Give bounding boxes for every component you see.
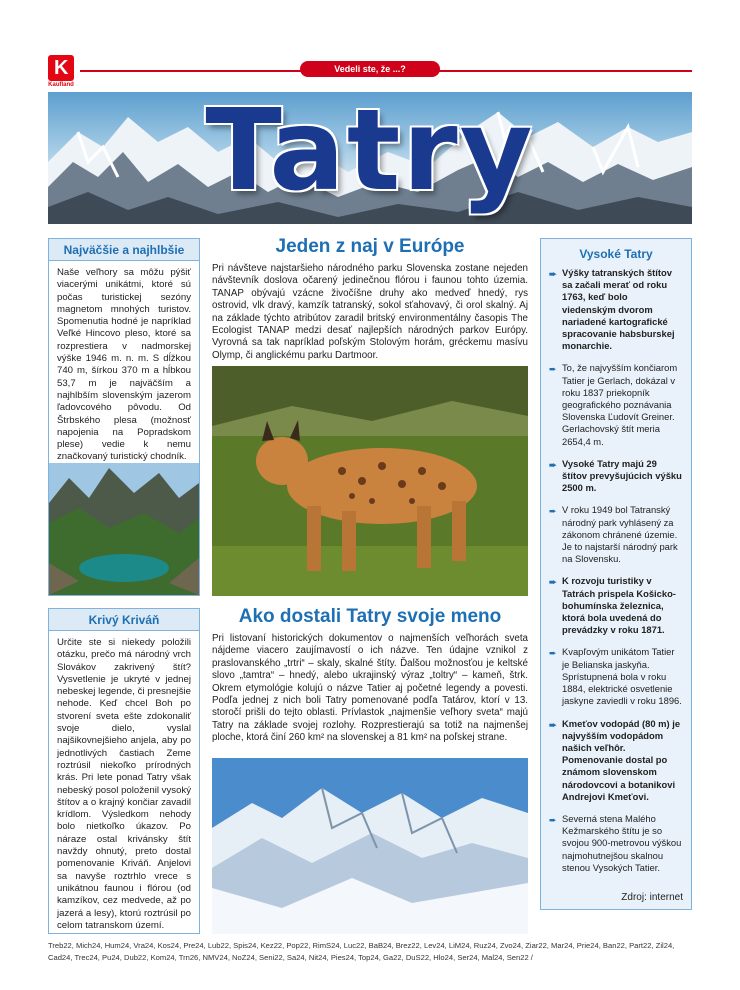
facts-list <box>541 265 691 874</box>
title-banner <box>48 92 692 224</box>
section-heading-europe: Jeden z naj v Európe <box>275 236 465 257</box>
source-note: Zdroj: internet <box>621 892 683 903</box>
box-high-tatras-facts <box>540 238 692 910</box>
fact-item <box>549 504 683 565</box>
box-largest-deepest <box>48 238 200 596</box>
logo-mark <box>48 55 74 81</box>
arrow-bullet-icon: ➨ <box>549 719 557 730</box>
box-text: Naše veľhory sa môžu pýšiť viacerými unikátmi, ktoré sú počas turistickej sezóny magnetom mnohých turistov. Spomenutia hodné je napríklad Veľké Hincovo pleso, ktoré sa rozprestiera v nadmorskej výške 1946 m. n. m. S dĺžkou 740 m, šírkou 370 m a hĺbkou 53,7 m je najväčším a najhlbším slovenským jazerom ľadovcového pôvodu. Od Štrbského plesa (možnosť napojenia na Popradskom plese) vedie k nemu značkovaný turistický chodník. <box>57 267 191 463</box>
box-title: Najväčšie a najhlbšie <box>49 239 199 261</box>
fact-item <box>549 718 683 803</box>
fact-text: V roku 1949 bol Tatranský národný park vyhlásený za zákonom chránené územie. Je to najstarší národný park na Slovensku. <box>562 504 678 565</box>
lynx-photo <box>212 366 528 596</box>
section-heading-name-origin: Ako dostali Tatry svoje meno <box>238 606 502 627</box>
box-krivan <box>48 608 200 934</box>
section-text-name-origin: Pri listovaní historických dokumentov o najmenších veľhorách sveta nájdeme viacero zaujímavostí o ich názve. Ten údajne vznikol z praslovanského „trtri“ – skaly, skalné štíty. Ďalšou možnosťou je keltské slovo „tamtra“ – hnedý, alebo ukrajinský výraz „toltry“ – kameň, štrk. Okrem etymológie kolujú o názve Tatier aj početné legendy a povesti. Podľa jednej z nich boli Tatry pomenované podľa Tatárov, ktorí v 13. storočí prišli do tejto oblasti. Prívlastok „najmenšie veľhory sveta“ majú Tatry na základe svojej rozlohy. Rozprestierajú sa totiž na najmenšej ploche, ktorá činí 260 km² na slovenskej a 81 km² na poľskej strane. <box>212 633 528 744</box>
box-title: Vysoké Tatry <box>541 239 691 265</box>
snowy-peaks-photo <box>212 758 528 934</box>
arrow-bullet-icon: ➨ <box>549 506 557 517</box>
fact-text: Severná stena Malého Kežmarského štítu je so svojou 900-metrovou výškou najmohutnejšou skalnou stenou Vysokých Tatier. <box>562 812 682 873</box>
section-text-europe: Pri návšteve najstaršieho národného parku Slovenska zostane nejeden návštevník doslova očarený jedinečnou flórou i faunou tohto územia. TANAP obývajú vzácne živočíšne druhy ako medveď hnedý, rys ostrovid, vlk dravý, kamzík tatranský, sokol sťahovavý, či orol skalný. Aj na základe týchto atribútov zaradil britský environmentálny časopis The Ecologist TANAP medzi desať najlepších národných parkov Európy. Vyrovná sa tak napríklad poľským Stolovým horám, gréckemu masívu Olymp, či anglickému parku Dartmoor. <box>212 263 528 361</box>
box-text: Určite ste si niekedy položili otázku, prečo má národný vrch Slovákov zakrivený štít? Vysvetlenie je ukryté v jednej nebeskej legende, či presnejšie nehode. Keď chcel Boh po stvorení sveta ešte zdokonaliť svoje dielo, vyslal najšikovnejšieho anjela, aby po jednotlivých častiach Zeme roztrúsil niekoľko prírodných krás. Pri lete ponad Tatry však nebeský posol položenil vysoký štítov a o krajný končiar zavadil krídlom. Výsledkom nehody bolo nietkoľko úkazov. Po náraze ostal krivánsky štít navždy ohnutý, preto dostal pomenovanie Kriváň. Anjelovi sa navyše roztrhlo vrece s unikátnou faunou i flórou (od kamzíkov, cez medvede, až po jazerá a lesy), ktorú roztrúsil po celom tatranskom území. <box>57 637 191 931</box>
section-kicker: Vedeli ste, že ...? <box>300 61 440 77</box>
logo-text: Kaufland <box>48 82 74 88</box>
box-title: Krivý Kriváň <box>49 609 199 631</box>
fact-item <box>549 267 683 352</box>
arrow-bullet-icon: ➨ <box>549 269 557 279</box>
arrow-bullet-icon: ➨ <box>549 814 557 825</box>
fact-item <box>549 813 683 874</box>
page-title: Tatry <box>205 92 535 216</box>
fact-text: Kvapľovým unikátom Tatier je Belianska jaskyňa. Sprístupnená bola v roku 1884, elektrické osvetlenie jaskyne zaviedli v roku 1896. <box>562 646 682 707</box>
fact-text: Kmeťov vodopád (80 m) je najvyšším vodopádom našich veľhôr. Pomenovanie dostal po známom slovenskom národovcovi a botanikovi Andrejovi Kmeťovi. <box>562 717 681 802</box>
arrow-bullet-icon: ➨ <box>549 364 557 375</box>
arrow-bullet-icon: ➨ <box>549 459 557 470</box>
fact-item <box>549 646 683 707</box>
fact-item <box>549 458 683 495</box>
logo-letter: K <box>54 57 69 79</box>
fact-text: K rozvoju turistiky v Tatrách prispela Košicko-bohumínska železnica, ktorá bola uvedená do prevádzky v roku 1871. <box>562 575 676 636</box>
fact-text: Výšky tatranských štítov sa začali merať od roku 1763, keď bolo viedenským dvorom nariadené kartografické spracovanie habsburskej monarchie. <box>562 267 675 352</box>
arrow-bullet-icon: ➨ <box>549 648 557 659</box>
arrow-bullet-icon: ➨ <box>549 577 557 588</box>
kaufland-logo <box>48 55 74 89</box>
lake-photo <box>49 463 199 595</box>
fact-item <box>549 575 683 636</box>
footer-store-codes: Treb22, Mich24, Hum24, Vra24, Kos24, Pre24, Lub22, Spis24, Kez22, Pop22, RimS24, Luc22, BaB24, Brez22, Lev24, LiM24, Ruz24, Zvo24, Ziar22, Mar24, Prie24, Ban22, Part22, Zil24, Cad24, Trec24, Pu24, Dub22, Kom24, Trn26, NMV24, NoZ24, Seni22, Sa24, Nit24, Pies24, Top24, Ga22, DuS22, Hlo24, Ser24, Mal24, Sen22 / <box>48 941 675 962</box>
fact-text: Vysoké Tatry majú 29 štítov prevyšujúcich výšku 2500 m. <box>562 457 682 494</box>
fact-text: To, že najvyšším končiarom Tatier je Gerlach, dokázal v roku 1837 priekopník geografického poznávania Slovenska Ľudovít Greiner. Gerlachovský štít meria 2654,4 m. <box>562 362 678 447</box>
fact-item <box>549 362 683 447</box>
